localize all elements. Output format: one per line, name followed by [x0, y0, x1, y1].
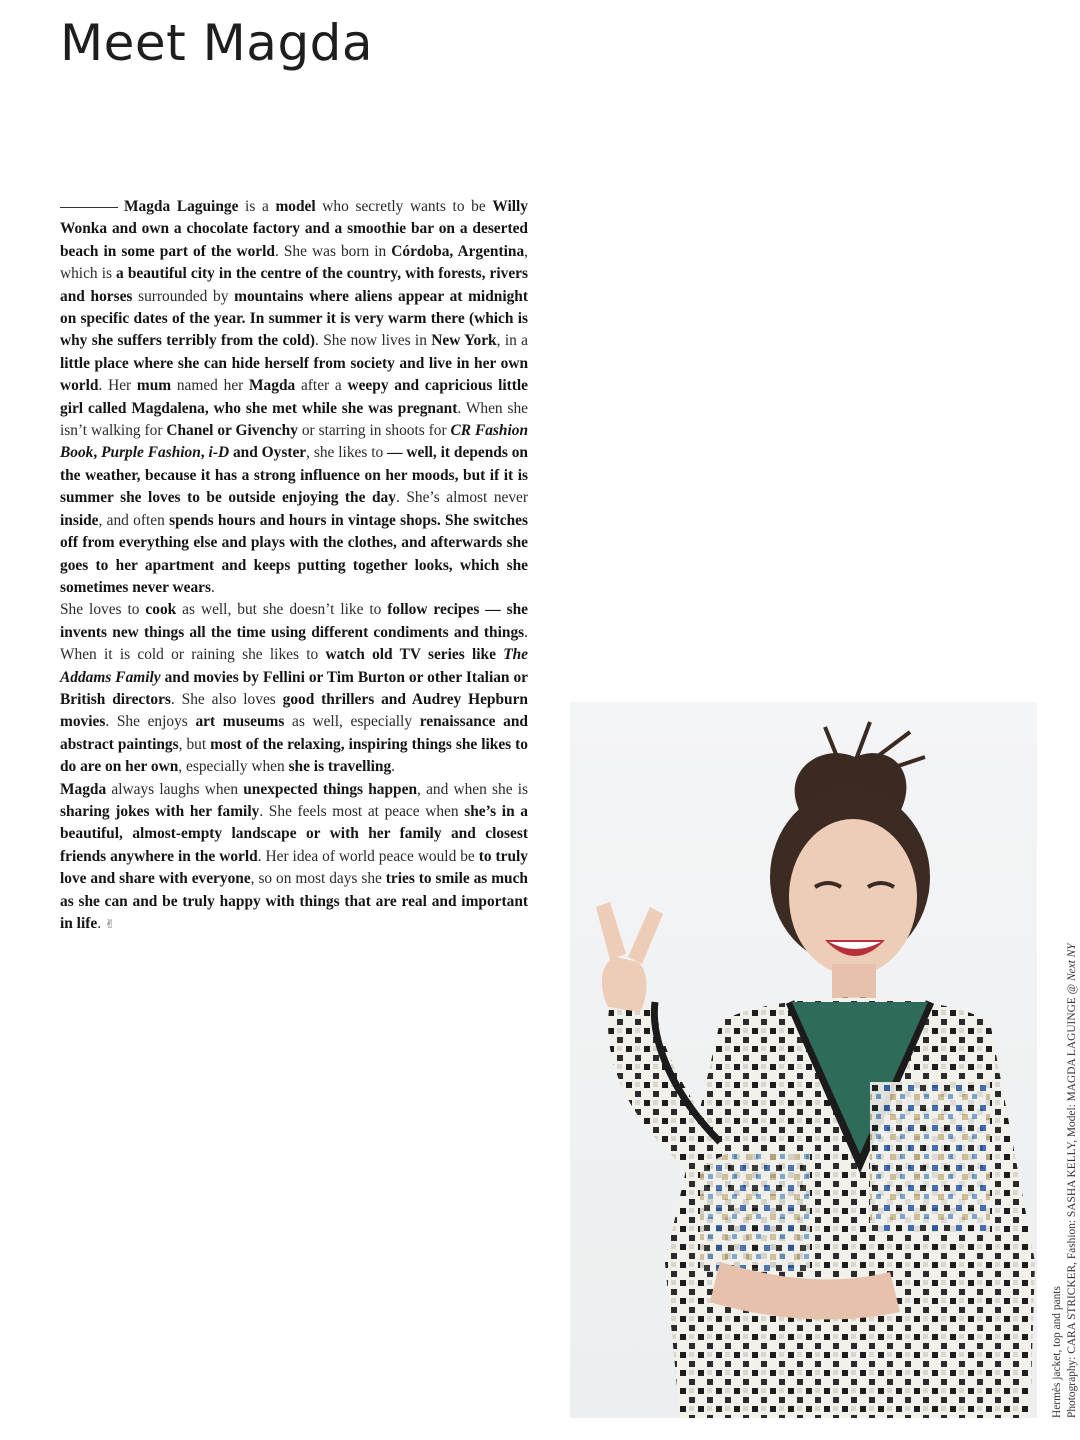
text-run: , but — [178, 735, 211, 753]
text-run: , especially when — [178, 758, 289, 776]
text-run: renaissance and abstract paintings — [60, 713, 528, 753]
text-run: . When she isn’t walking for — [60, 399, 529, 440]
text-run: , she likes to — [306, 444, 388, 462]
photo-credits — [1050, 898, 1080, 1418]
text-run: , which is — [60, 242, 529, 283]
agency-name: Next NY — [1066, 943, 1078, 982]
magazine-title: i-D — [208, 444, 230, 462]
text-run: mum — [136, 377, 172, 395]
text-run: as well, but she doesn’t like to — [176, 601, 388, 619]
peace-sign-icon: ✌ — [104, 917, 115, 931]
text-run: mountains where aliens appear at midnight on specific dates of the year. In summer it is very warm there (which is why she suffers terribly from the cold) — [60, 287, 528, 350]
text-run: . Her idea of world peace would be — [257, 847, 479, 865]
text-run: . — [391, 758, 396, 776]
text-run: , in a — [496, 332, 528, 350]
article-body — [60, 196, 528, 935]
wardrobe-credit: Hermès jacket, top and pants — [1051, 1286, 1063, 1418]
text-run: unexpected things happen — [243, 780, 418, 798]
photography-credit — [1065, 898, 1080, 1418]
text-run: She loves to — [60, 601, 146, 619]
text-run: Córdoba, Argentina — [391, 242, 525, 260]
text-run: tries to smile as much as she can and be truly happy with things that are real and important in life — [60, 870, 528, 932]
text-run: always laughs when — [106, 780, 244, 798]
text-run: model — [275, 198, 316, 215]
text-run: inside — [60, 511, 99, 529]
text-run: a beautiful city in the centre of the country, with forests, rivers and horses — [60, 265, 528, 305]
text-run: who secretly wants to be — [315, 198, 493, 215]
text-run: . She’s almost never — [395, 489, 528, 507]
text-run: little place where she can hide herself from society and live in her own world — [60, 354, 528, 395]
tv-series-title: The Addams Family — [60, 646, 529, 686]
text-run: Magda — [249, 377, 296, 395]
text-run: Magda — [60, 780, 107, 798]
text-run: she’s in a beautiful, almost-empty landscape or with her family and closest friends anywhere in the world — [60, 802, 528, 865]
text-run: named her — [171, 377, 250, 395]
text-run: . She feels most at peace when — [259, 802, 465, 820]
text-run: is a — [238, 198, 276, 215]
text-run: cook — [145, 601, 177, 619]
text-run: Chanel or Givenchy — [166, 422, 298, 440]
model-portrait-illustration — [570, 702, 1037, 1418]
paragraph-2 — [60, 599, 528, 778]
text-run: as well, especially — [284, 713, 420, 731]
text-run: , so on most days she — [250, 870, 386, 888]
lead-rule — [60, 207, 118, 208]
paragraph-3 — [60, 779, 528, 936]
text-run: New York — [431, 332, 497, 350]
text-run: , and when she is — [417, 780, 528, 798]
text-run: . She enjoys — [105, 713, 196, 731]
page-title: Meet Magda — [60, 14, 374, 72]
text-run: after a — [295, 377, 348, 395]
text-run: and movies by Fellini or Tim Burton or other Italian or British directors — [60, 668, 528, 708]
text-run: follow recipes — she invents new things all the time using different condiments and things — [60, 601, 528, 641]
paragraph-1 — [60, 196, 528, 599]
text-run: . — [211, 578, 215, 596]
text-run: Willy Wonka and own a chocolate factory and a smoothie bar on a deserted beach in some part of the world — [60, 198, 528, 260]
text-run: , — [93, 444, 102, 462]
model-photo — [570, 702, 1037, 1418]
magazine-title: CR Fashion Book — [60, 422, 529, 462]
text-run: sharing jokes with her family — [60, 802, 260, 820]
text-run: good thrillers and Audrey Hepburn movies — [60, 690, 528, 731]
credit-text: Photography: CARA STRICKER, Fashion: SASHA KELLY, Model: MAGDA LAGUINGE @ — [1066, 981, 1078, 1418]
text-run: . She was born in — [274, 242, 392, 260]
text-run: watch old TV series like — [325, 646, 504, 664]
text-run: or starring in shoots for — [297, 422, 451, 440]
text-run: weepy and capricious little girl called Magdalena, who she met while she was pregnant — [60, 377, 529, 417]
text-run: — well, it depends on the weather, because it has a strong influence on her moods, but if it is summer she loves to be outside enjoying the day — [60, 444, 528, 507]
text-run: , — [200, 444, 209, 462]
text-run: and Oyster — [229, 444, 307, 462]
magazine-title: Purple Fashion — [101, 444, 201, 462]
text-run: art museums — [195, 713, 285, 731]
text-run: , and often — [98, 511, 170, 529]
text-run: . She also loves — [170, 690, 283, 708]
text-run: Magda Laguinge — [124, 198, 239, 215]
text-run: surrounded by — [132, 287, 235, 305]
text-run: spends hours and hours in vintage shops. She switches off from everything else and plays with the clothes, and afterwards she goes to her apartment and keeps putting together looks, which she sometimes never wears — [60, 511, 528, 596]
text-run: . She now lives in — [314, 332, 432, 350]
text-run: . Her — [98, 377, 137, 395]
text-run: . — [97, 915, 105, 932]
text-run: she is travelling — [288, 758, 392, 776]
text-run: most of the relaxing, inspiring things she likes to do are on her own — [60, 735, 529, 776]
text-run: . When it is cold or raining she likes to — [60, 623, 528, 664]
text-run: to truly love and share with everyone — [60, 847, 529, 888]
